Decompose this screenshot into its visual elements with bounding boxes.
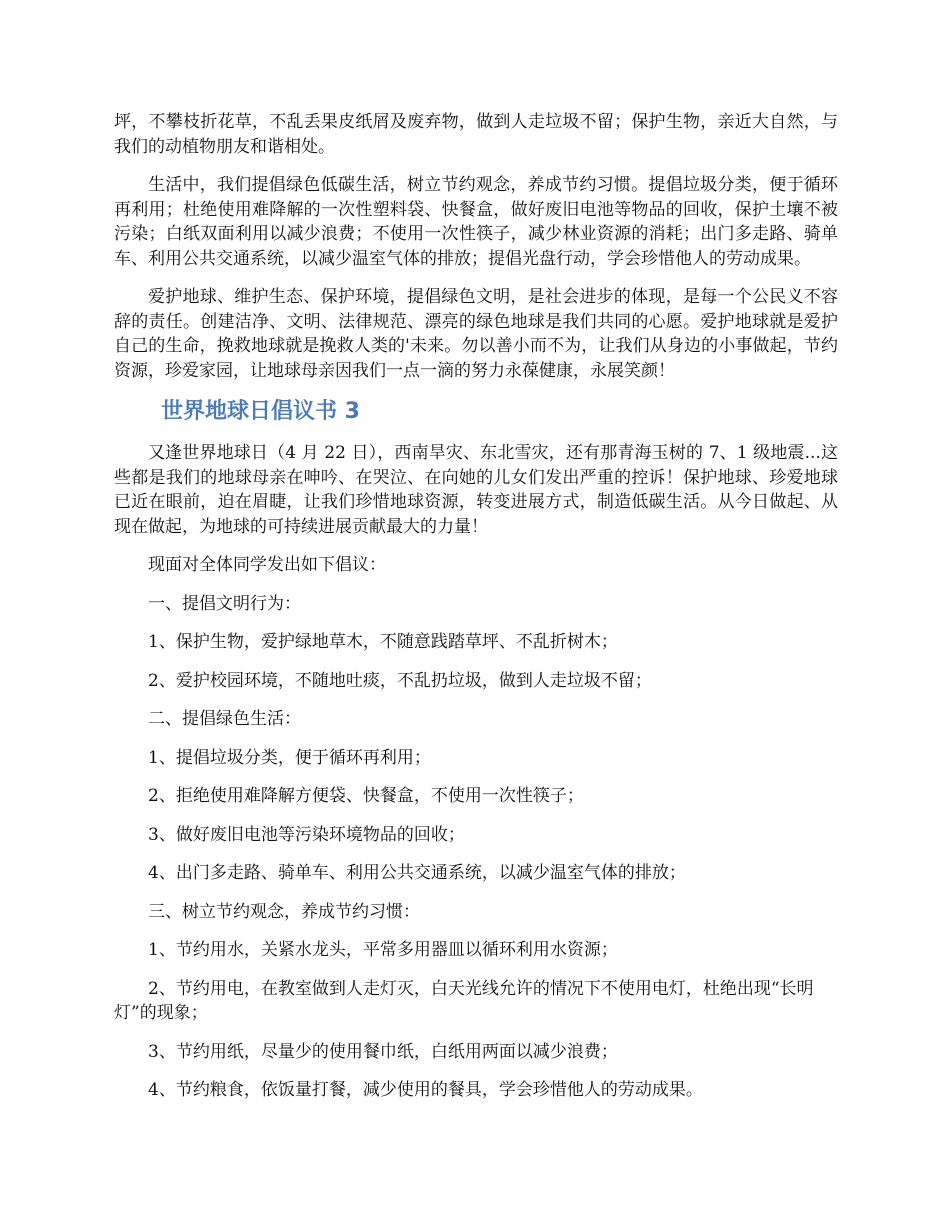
list-item: 二、提倡绿色生活： (148, 709, 301, 729)
paragraph-protect-earth: 爱护地球、维护生态、保护环境，提倡绿色文明，是社会进步的体现，是每一个公民义不容辞的责任。创建洁净、文明、法律规范、漂亮的绿色地球是我们共同的心愿。爱护地球就是爱护自己的生命，挽救地球就是挽救人类的'未来。勿以善小而不为，让我们从身边的小事做起，节约资源，珍爱家园，让地球母亲因我们一点一滴的努力永葆健康，永展笑颜！ (114, 287, 838, 381)
list-item: 4、节约粮食，依饭量打餐，减少使用的餐具，学会珍惜他人的劳动成果。 (148, 1080, 703, 1100)
list-item: 现面对全体同学发出如下倡议： (148, 555, 386, 575)
list-item: 一、提倡文明行为： (148, 593, 301, 614)
list-item: 3、做好废旧电池等污染环境物品的回收； (148, 824, 465, 845)
paragraph-intro: 又逢世界地球日（4 月 22 日），西南旱灾、东北雪灾，还有那青海玉树的 7、1 级地震...这些都是我们的地球母亲在呻吟、在哭泣、在向她的儿女们发出严重的控诉！保护地球、珍爱地球已近在眼前，迫在眉睫，让我们珍惜地球资源，转变进展方式，制造低碳生活。从今日做起、从现在做起，为地球的可持续进展贡献最大的力量！ (114, 443, 838, 537)
list-item: 2、爱护校园环境，不随地吐痰，不乱扔垃圾，做到人走垃圾不留； (148, 670, 652, 691)
list-item: 1、保护生物，爱护绿地草木，不随意践踏草坪、不乱折树木； (148, 632, 618, 652)
list-item: 4、出门多走路、骑单车、利用公共交通系统，以减少温室气体的排放； (148, 863, 686, 883)
list-item: 三、树立节约观念，养成节约习惯： (148, 901, 420, 922)
list-item: 2、节约用电，在教室做到人走灯灭，白天光线允许的情况下不使用电灯，杜绝出现“长明灯”的现象； (114, 978, 814, 1023)
section-heading: 世界地球日倡议书 3 (161, 399, 360, 424)
list-item: 1、节约用水，关紧水龙头，平常多用器皿以循环利用水资源； (148, 940, 618, 960)
list-item: 2、拒绝使用难降解方便袋、快餐盒，不使用一次性筷子； (148, 786, 584, 806)
list-item: 3、节约用纸，尽量少的使用餐巾纸，白纸用两面以减少浪费； (148, 1041, 618, 1062)
paragraph-continuation: 坪，不攀枝折花草，不乱丢果皮纸屑及废弃物，做到人走垃圾不留；保护生物，亲近大自然，与我们的动植物朋友和谐相处。 (114, 112, 838, 157)
paragraph-green-life: 生活中，我们提倡绿色低碳生活，树立节约观念，养成节约习惯。提倡垃圾分类，便于循环再利用；杜绝使用难降解的一次性塑料袋、快餐盒，做好废旧电池等物品的回收，保护土壤不被污染；白纸双面利用以减少浪费；不使用一次性筷子，减少林业资源的消耗；出门多走路、骑单车、利用公共交通系统，以减少温室气体的排放；提倡光盘行动，学会珍惜他人的劳动成果。 (114, 175, 838, 269)
list-item: 1、提倡垃圾分类，便于循环再利用； (148, 747, 431, 768)
